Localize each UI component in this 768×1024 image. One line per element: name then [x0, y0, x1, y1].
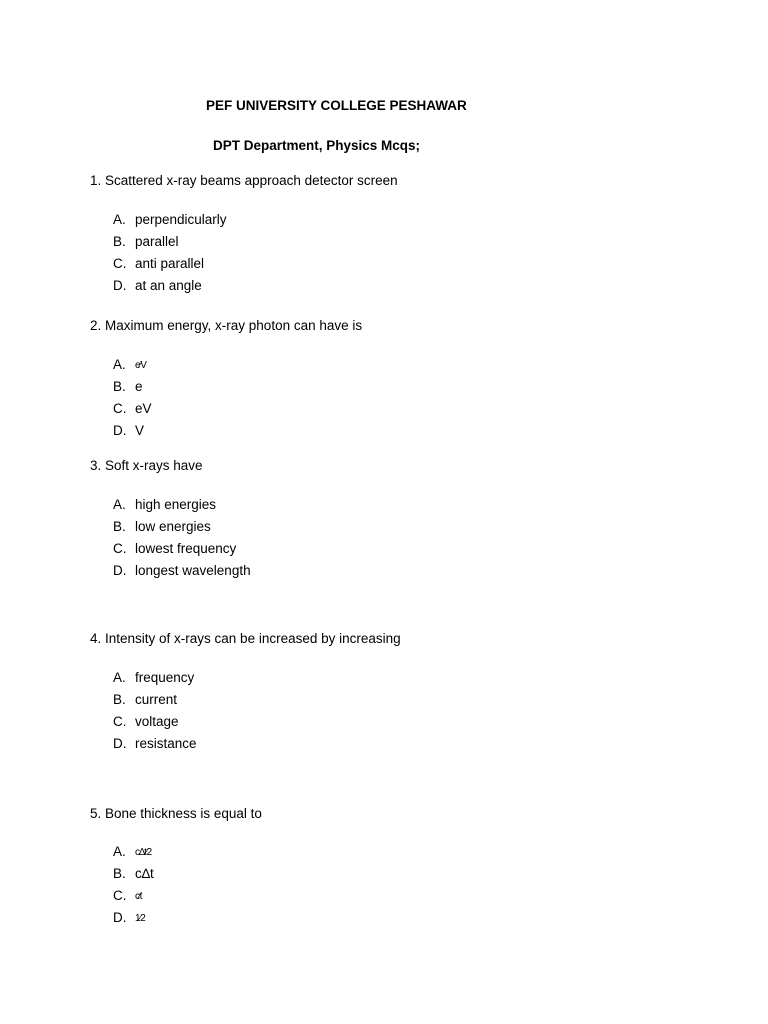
question-4-option-b — [113, 689, 197, 711]
question-2-options — [113, 354, 152, 442]
fraction-c-over-t: c⁄t — [135, 891, 142, 902]
question-4-option-d — [113, 733, 197, 755]
option-text: low energies — [135, 519, 211, 534]
question-3-options — [113, 494, 251, 582]
option-text: eV — [135, 401, 152, 416]
option-letter: D. — [113, 910, 127, 925]
option-text: at an angle — [135, 278, 202, 293]
question-3-option-d — [113, 560, 251, 582]
question-5: 5. Bone thickness is equal to — [90, 806, 262, 821]
question-1-option-b — [113, 231, 227, 253]
question-1-options — [113, 209, 227, 297]
option-text: longest wavelength — [135, 563, 251, 578]
option-text: parallel — [135, 234, 179, 249]
option-letter: B. — [113, 866, 126, 881]
option-text: current — [135, 692, 178, 707]
option-text: anti parallel — [135, 256, 205, 271]
option-text: perpendicularly — [135, 212, 227, 227]
option-letter: A. — [113, 357, 126, 372]
question-4: 4. Intensity of x-rays can be increased by increasing — [90, 631, 401, 646]
question-2-option-c — [113, 398, 152, 420]
question-1-option-c — [113, 253, 227, 275]
option-text: voltage — [135, 714, 179, 729]
question-5-option-a — [113, 841, 154, 863]
question-4-options — [113, 667, 197, 755]
option-letter: C. — [113, 401, 127, 416]
option-letter: B. — [113, 234, 126, 249]
question-5-option-c — [113, 885, 154, 907]
option-letter: C. — [113, 714, 127, 729]
option-letter: A. — [113, 212, 126, 227]
option-letter: C. — [113, 888, 127, 903]
option-letter: B. — [113, 379, 126, 394]
page-subtitle: DPT Department, Physics Mcqs; — [213, 138, 421, 153]
question-1-option-d — [113, 275, 227, 297]
question-2-option-b — [113, 376, 152, 398]
question-1: 1. Scattered x-ray beams approach detector screen — [90, 173, 398, 188]
option-letter: B. — [113, 519, 126, 534]
fraction-c-delta-t-over-2: c∆t⁄2 — [135, 847, 152, 858]
option-text: high energies — [135, 497, 217, 512]
option-letter: B. — [113, 692, 126, 707]
question-5-option-b — [113, 863, 154, 885]
option-text: c∆t — [135, 866, 154, 881]
option-text: V — [135, 423, 145, 438]
question-4-option-a — [113, 667, 197, 689]
page-title: PEF UNIVERSITY COLLEGE PESHAWAR — [206, 98, 467, 113]
question-3-option-a — [113, 494, 251, 516]
option-letter: A. — [113, 497, 126, 512]
question-3-option-c — [113, 538, 251, 560]
question-4-option-c — [113, 711, 197, 733]
option-letter: C. — [113, 541, 127, 556]
question-5-option-d — [113, 907, 154, 929]
option-text: lowest frequency — [135, 541, 237, 556]
question-2-option-a — [113, 354, 152, 376]
fraction-one-half: 1⁄2 — [135, 913, 145, 924]
option-letter: D. — [113, 278, 127, 293]
option-letter: A. — [113, 670, 126, 685]
option-letter: C. — [113, 256, 127, 271]
question-3-option-b — [113, 516, 251, 538]
option-text: resistance — [135, 736, 197, 751]
option-letter: D. — [113, 563, 127, 578]
fraction-e-over-v: e⁄V — [135, 360, 146, 371]
question-3: 3. Soft x-rays have — [90, 458, 203, 473]
question-1-option-a — [113, 209, 227, 231]
option-letter: D. — [113, 423, 127, 438]
option-text: e — [135, 379, 143, 394]
question-5-options — [113, 841, 154, 929]
question-2-option-d — [113, 420, 152, 442]
option-letter: D. — [113, 736, 127, 751]
question-2: 2. Maximum energy, x-ray photon can have is — [90, 318, 363, 333]
option-letter: A. — [113, 844, 126, 859]
option-text: frequency — [135, 670, 195, 685]
